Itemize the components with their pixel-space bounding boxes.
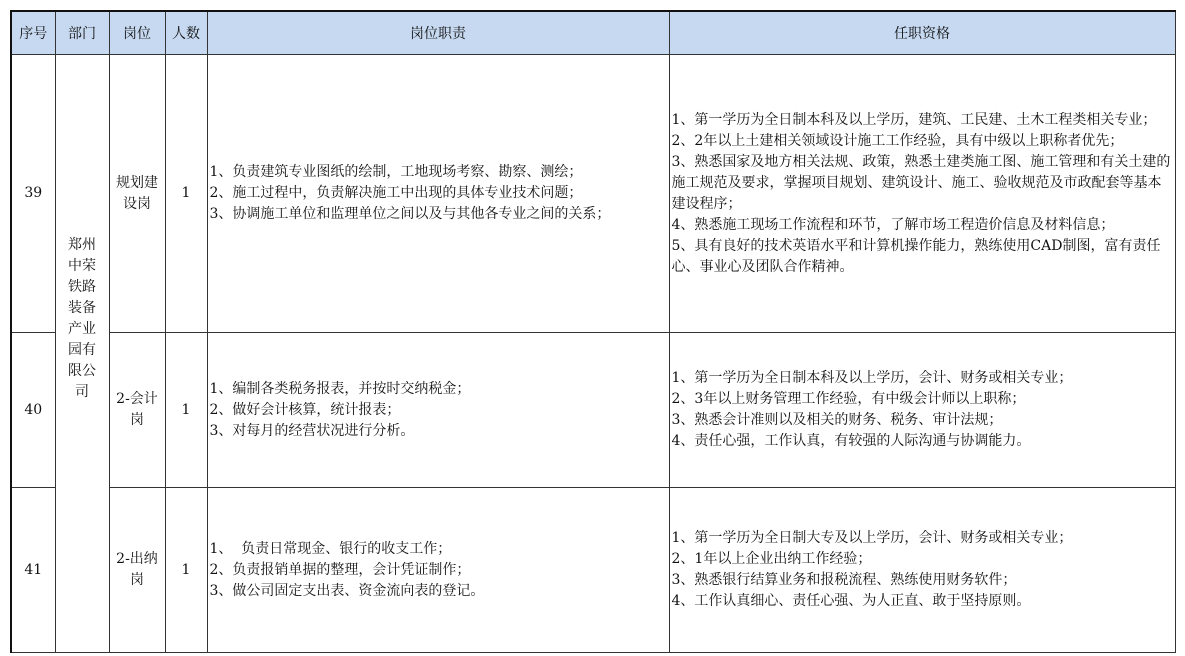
row-no: 39: [11, 55, 55, 333]
duty-line: 1、 负责日常现金、银行的收支工作；: [209, 540, 452, 557]
table-row: [11, 55, 1175, 333]
duty-line: 2、施工过程中，负责解决施工中出现的具体专业技术问题；: [209, 185, 583, 201]
table-row: [11, 333, 1175, 488]
row-post: 2-出纳岗: [109, 488, 165, 653]
qual-line: 1、第一学历为全日制本科及以上学历，建筑、工民建、土木工程类相关专业；: [671, 111, 1157, 128]
qual-line: 2、1年以上企业出纳工作经验；: [671, 551, 872, 567]
row-count: 1: [165, 55, 207, 333]
duty-line: 1、编制各类税务报表，并按时交纳税金；: [209, 380, 471, 397]
row-duties: [207, 55, 669, 333]
duty-line: 3、做公司固定支出表、资金流向表的登记。: [209, 582, 485, 599]
row-duties: [207, 488, 669, 653]
header-quals: 任职资格: [669, 11, 1175, 55]
recruitment-table: [10, 10, 1176, 653]
qual-line: 1、第一学历为全日制大专及以上学历，会计、财务或相关专业；: [671, 530, 1073, 546]
row-post: 规划建设岗: [109, 55, 165, 333]
duty-line: 2、负责报销单据的整理，会计凭证制作；: [209, 561, 471, 578]
qual-line: 3、熟悉国家及地方相关法规、政策，熟悉土建类施工图、施工管理和有关土建的施工规范及要求，掌握项目规划、建筑设计、施工、验收规范及市政配套等基本建设程序；: [671, 153, 1171, 212]
qual-line: 3、熟悉银行结算业务和报税流程、熟练使用财务软件；: [671, 572, 1017, 588]
department-name: 郑州中荣铁路装备产业园有限公司: [68, 237, 96, 400]
row-count: 1: [165, 333, 207, 488]
header-dept: 部门: [55, 11, 109, 55]
row-quals: [669, 488, 1175, 653]
row-no: 40: [11, 333, 55, 488]
header-no: 序号: [11, 11, 55, 55]
qual-line: 2、3年以上财务管理工作经验，有中级会计师以上职称；: [671, 391, 1026, 407]
row-quals: [669, 333, 1175, 488]
header-post: 岗位: [109, 11, 165, 55]
duty-line: 3、协调施工单位和监理单位之间以及与其他各专业之间的关系；: [209, 206, 611, 222]
row-duties: [207, 333, 669, 488]
table-row: [11, 488, 1175, 653]
duty-line: 2、做好会计核算，统计报表；: [209, 401, 401, 418]
row-post: 2-会计岗: [109, 333, 165, 488]
department-cell: [55, 55, 109, 653]
header-count: 人数: [165, 11, 207, 55]
qual-line: 3、熟悉会计准则以及相关的财务、税务、审计法规；: [671, 412, 1003, 428]
row-quals: [669, 55, 1175, 333]
qual-line: 1、第一学历为全日制本科及以上学历，会计、财务或相关专业；: [671, 370, 1073, 386]
qual-line: 5、具有良好的技术英语水平和计算机操作能力，熟练使用CAD制图，富有责任心、事业心及团队合作精神。: [671, 237, 1161, 275]
header-duties: 岗位职责: [207, 11, 669, 55]
header-row: [11, 11, 1175, 55]
duty-line: 3、对每月的经营状况进行分析。: [209, 422, 415, 439]
row-no: 41: [11, 488, 55, 653]
row-count: 1: [165, 488, 207, 653]
qual-line: 4、责任心强，工作认真，有较强的人际沟通与协调能力。: [671, 433, 1031, 449]
duty-line: 1、负责建筑专业图纸的绘制，工地现场考察、勘察、测绘；: [209, 164, 583, 180]
qual-line: 4、工作认真细心、责任心强、为人正直、敢于坚持原则。: [671, 593, 1031, 609]
qual-line: 2、2年以上土建相关领域设计施工工作经验，具有中级以上职称者优先；: [671, 132, 1124, 149]
qual-line: 4、熟悉施工现场工作流程和环节，了解市场工程造价信息及材料信息；: [671, 216, 1115, 233]
